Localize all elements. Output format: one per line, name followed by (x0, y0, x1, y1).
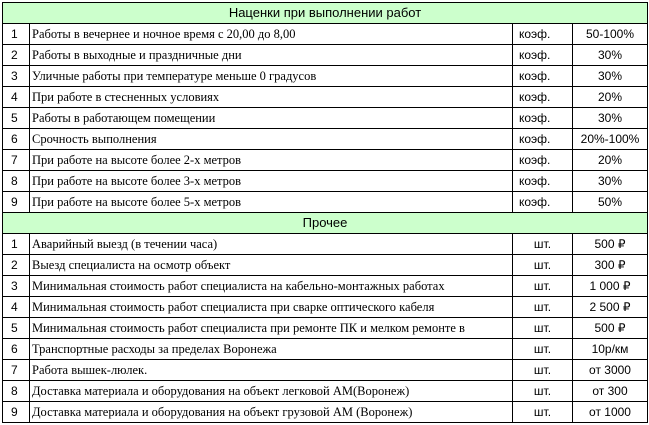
table-row (3, 234, 648, 255)
row-value: от 300 (573, 381, 648, 402)
row-unit: шт. (513, 234, 573, 255)
price-table (2, 2, 648, 423)
row-description: Доставка материала и оборудования на объект грузовой АМ (Воронеж) (30, 402, 513, 423)
table-row (3, 339, 648, 360)
row-value: 500 ₽ (573, 234, 648, 255)
row-number: 9 (3, 192, 30, 213)
row-number: 6 (3, 129, 30, 150)
row-unit: коэф. (513, 192, 573, 213)
row-description: При работе в стесненных условиях (30, 87, 513, 108)
row-number: 6 (3, 339, 30, 360)
row-value: от 1000 (573, 402, 648, 423)
row-value: 10р/км (573, 339, 648, 360)
row-unit: коэф. (513, 150, 573, 171)
table-row (3, 150, 648, 171)
table-row (3, 66, 648, 87)
row-unit: шт. (513, 360, 573, 381)
row-unit: коэф. (513, 45, 573, 66)
section-title: Наценки при выполнении работ (3, 3, 648, 24)
row-number: 2 (3, 45, 30, 66)
row-unit: шт. (513, 339, 573, 360)
row-description: Минимальная стоимость работ специалиста при ремонте ПК и мелком ремонте в (30, 318, 513, 339)
row-value: 30% (573, 66, 648, 87)
row-number: 2 (3, 255, 30, 276)
row-value: 2 500 ₽ (573, 297, 648, 318)
row-description: Работы в вечернее и ночное время с 20,00 до 8,00 (30, 24, 513, 45)
row-number: 7 (3, 360, 30, 381)
row-unit: коэф. (513, 108, 573, 129)
row-description: Аварийный выезд (в течении часа) (30, 234, 513, 255)
row-value: 20%-100% (573, 129, 648, 150)
row-unit: шт. (513, 402, 573, 423)
row-description: Работы в работающем помещении (30, 108, 513, 129)
row-unit: коэф. (513, 129, 573, 150)
section-header-row (3, 213, 648, 234)
row-unit: коэф. (513, 171, 573, 192)
table-row (3, 192, 648, 213)
section-title: Прочее (3, 213, 648, 234)
row-unit: шт. (513, 297, 573, 318)
table-row (3, 171, 648, 192)
row-value: 1 000 ₽ (573, 276, 648, 297)
table-row (3, 360, 648, 381)
table-row (3, 255, 648, 276)
row-number: 3 (3, 66, 30, 87)
row-value: 300 ₽ (573, 255, 648, 276)
row-unit: шт. (513, 276, 573, 297)
row-value: 50% (573, 192, 648, 213)
table-row (3, 24, 648, 45)
row-number: 4 (3, 297, 30, 318)
row-description: При работе на высоте более 5-х метров (30, 192, 513, 213)
row-description: Срочность выполнения (30, 129, 513, 150)
row-value: 30% (573, 108, 648, 129)
row-description: При работе на высоте более 2-х метров (30, 150, 513, 171)
row-number: 5 (3, 318, 30, 339)
section-header-row (3, 3, 648, 24)
row-number: 1 (3, 24, 30, 45)
table-row (3, 381, 648, 402)
row-description: Доставка материала и оборудования на объект легковой АМ(Воронеж) (30, 381, 513, 402)
table-row (3, 87, 648, 108)
row-description: Минимальная стоимость работ специалиста при сварке оптического кабеля (30, 297, 513, 318)
row-description: Выезд специалиста на осмотр объект (30, 255, 513, 276)
table-row (3, 45, 648, 66)
table-row (3, 402, 648, 423)
table-row (3, 129, 648, 150)
row-number: 4 (3, 87, 30, 108)
row-value: 20% (573, 150, 648, 171)
table-row (3, 297, 648, 318)
row-value: 500 ₽ (573, 318, 648, 339)
row-value: 50-100% (573, 24, 648, 45)
row-number: 5 (3, 108, 30, 129)
row-description: Уличные работы при температуре меньше 0 градусов (30, 66, 513, 87)
row-unit: шт. (513, 318, 573, 339)
row-value: 30% (573, 45, 648, 66)
table-row (3, 108, 648, 129)
row-description: Работы в выходные и праздничные дни (30, 45, 513, 66)
row-number: 9 (3, 402, 30, 423)
row-number: 8 (3, 171, 30, 192)
row-description: Минимальная стоимость работ специалиста на кабельно-монтажных работах (30, 276, 513, 297)
price-table-body (3, 3, 648, 423)
row-unit: коэф. (513, 24, 573, 45)
row-value: от 3000 (573, 360, 648, 381)
row-unit: шт. (513, 381, 573, 402)
row-value: 30% (573, 171, 648, 192)
table-row (3, 318, 648, 339)
row-number: 3 (3, 276, 30, 297)
row-unit: коэф. (513, 66, 573, 87)
table-row (3, 276, 648, 297)
row-description: Транспортные расходы за пределах Воронежа (30, 339, 513, 360)
row-unit: шт. (513, 255, 573, 276)
row-value: 20% (573, 87, 648, 108)
row-unit: коэф. (513, 87, 573, 108)
row-description: При работе на высоте более 3-х метров (30, 171, 513, 192)
row-number: 8 (3, 381, 30, 402)
row-description: Работа вышек-люлек. (30, 360, 513, 381)
row-number: 7 (3, 150, 30, 171)
row-number: 1 (3, 234, 30, 255)
